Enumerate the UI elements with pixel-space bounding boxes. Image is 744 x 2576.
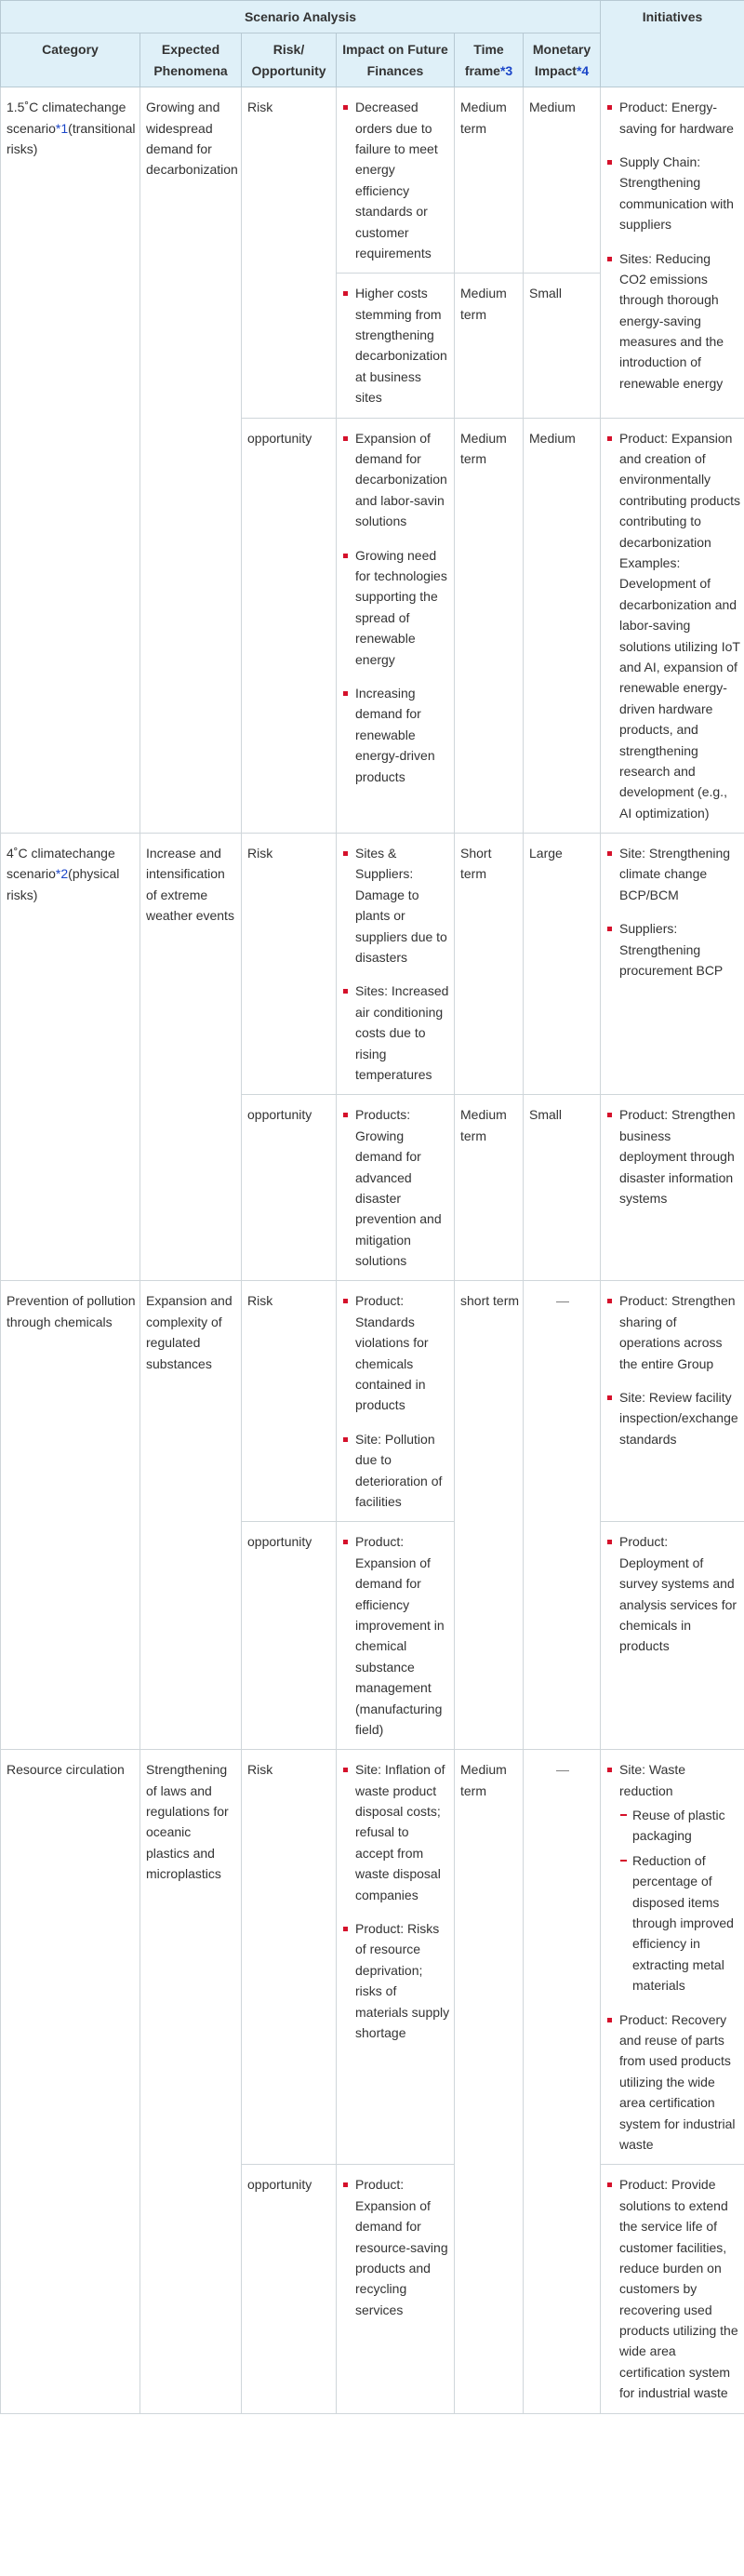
monetary-impact-cell: Small — [524, 1095, 601, 1281]
list-item: Growing need for technologies supporting the spread of renewable energy — [342, 545, 450, 670]
list-item: Sites: Reducing CO2 emissions through thorough energy-saving measures and the introduction of renewable energy — [606, 248, 740, 394]
initiatives-cell — [601, 2165, 744, 2413]
table-row — [1, 1281, 744, 1522]
list-item: Site: Review facility inspection/exchange standards — [606, 1387, 740, 1449]
list-item: Site: Inflation of waste product disposal costs; refusal to accept from waste disposal companies — [342, 1759, 450, 1905]
monetary-impact-cell: Large — [524, 834, 601, 1095]
category-cell: Resource circulation — [1, 1750, 140, 2413]
list-item: Sites & Suppliers: Damage to plants or suppliers due to disasters — [342, 843, 450, 968]
initiatives-cell — [601, 834, 744, 1095]
monetary-impact-cell: Medium — [524, 87, 601, 274]
initiatives-cell — [601, 1095, 744, 1281]
phenomena-cell: Expansion and complexity of regulated substances — [140, 1281, 242, 1750]
list-item — [606, 1759, 740, 1995]
list-item: Suppliers: Strengthening procurement BCP — [606, 918, 740, 981]
list-item: Products: Growing demand for advanced disaster prevention and mitigation solutions — [342, 1104, 450, 1271]
list-item: Product: Strengthen business deployment through disaster information systems — [606, 1104, 740, 1208]
category-text: (transitional risks) — [7, 120, 136, 156]
header-row-1 — [1, 1, 744, 33]
footnote-link[interactable]: *2 — [55, 866, 69, 882]
monetary-impact-label: Monetary Impact — [532, 42, 591, 78]
table-row — [1, 1750, 744, 2165]
impact-header: Impact on Future Finances — [337, 33, 455, 87]
impact-cell — [337, 834, 455, 1095]
list-item: Increasing demand for renewable energy-driven products — [342, 683, 450, 787]
list-item: Product: Deployment of survey systems and analysis services for chemicals in products — [606, 1531, 740, 1656]
time-frame-cell: Medium term — [455, 274, 524, 418]
expected-phenomena-header: Expected Phenomena — [140, 33, 242, 87]
monetary-impact-header — [524, 33, 601, 87]
time-frame-cell: Medium term — [455, 1095, 524, 1281]
monetary-impact-dash: — — [556, 1762, 569, 1778]
time-frame-cell: Medium term — [455, 87, 524, 274]
monetary-impact-cell: Medium — [524, 418, 601, 833]
time-frame-note-link[interactable]: *3 — [499, 62, 513, 78]
list-item: Product: Strengthen sharing of operations across the entire Group — [606, 1290, 740, 1374]
initiatives-cell — [601, 1281, 744, 1522]
impact-cell — [337, 1281, 455, 1522]
impact-cell — [337, 1750, 455, 2165]
list-item: Higher costs stemming from strengthening decarbonization at business sites — [342, 283, 450, 407]
opportunity-label: opportunity — [242, 2165, 337, 2413]
risk-label: Risk — [242, 1281, 337, 1522]
initiatives-cell — [601, 1522, 744, 1750]
risk-opportunity-header: Risk/ Opportunity — [242, 33, 337, 87]
initiatives-cell — [601, 87, 744, 418]
list-item: Product: Standards violations for chemicals contained in products — [342, 1290, 450, 1415]
list-item: Expansion of demand for decarbonization and labor-savin solutions — [342, 428, 450, 532]
phenomena-cell: Increase and intensification of extreme weather events — [140, 834, 242, 1281]
category-text: 4˚C climatechange scenario — [7, 846, 115, 882]
impact-cell — [337, 2165, 455, 2413]
list-item: Site: Strengthening climate change BCP/BCM — [606, 843, 740, 905]
monetary-impact-cell: Small — [524, 274, 601, 418]
list-item: Product: Expansion and creation of environmentally contributing products contributing to decarbonization Examples: Development of decarbonization and labor-saving solutions utilizing IoT and AI, expansion of renewable energy-driven hardware products, and strengthening research and development (e.g., AI optimization) — [606, 428, 740, 823]
sub-list-item: Reuse of plastic packaging — [619, 1805, 740, 1847]
impact-cell — [337, 1095, 455, 1281]
monetary-impact-cell — [524, 1281, 601, 1750]
category-text: (physical risks) — [7, 866, 120, 902]
category-text: 1.5˚C climatechange scenario — [7, 100, 126, 136]
initiatives-cell — [601, 1750, 744, 2165]
initiatives-header: Initiatives — [601, 1, 744, 87]
risk-label: Risk — [242, 87, 337, 418]
table-row — [1, 87, 744, 274]
list-item: Product: Recovery and reuse of parts from used products utilizing the wide area certification system for industrial waste — [606, 2009, 740, 2156]
time-frame-cell: short term — [455, 1281, 524, 1750]
footnote-link[interactable]: *1 — [55, 120, 69, 136]
phenomena-cell: Growing and widespread demand for decarbonization — [140, 87, 242, 834]
impact-cell — [337, 418, 455, 833]
risk-label: Risk — [242, 1750, 337, 2165]
risk-label: Risk — [242, 834, 337, 1095]
category-cell — [1, 87, 140, 834]
impact-cell — [337, 1522, 455, 1750]
initiative-text: Site: Waste reduction — [619, 1762, 686, 1798]
list-item: Product: Expansion of demand for efficiency improvement in chemical substance management (manufacturing field) — [342, 1531, 450, 1740]
category-cell — [1, 834, 140, 1281]
time-frame-cell: Short term — [455, 834, 524, 1095]
list-item: Sites: Increased air conditioning costs due to rising temperatures — [342, 981, 450, 1085]
category-header: Category — [1, 33, 140, 87]
list-item: Product: Risks of resource deprivation; risks of materials supply shortage — [342, 1918, 450, 2043]
sub-list-item: Reduction of percentage of disposed items through improved efficiency in extracting metal materials — [619, 1850, 740, 1996]
list-item: Product: Provide solutions to extend the service life of customer facilities, reduce burden on customers by recovering used products utilizing the wide area certification system for industrial waste — [606, 2174, 740, 2403]
list-item: Decreased orders due to failure to meet energy efficiency standards or customer requirements — [342, 97, 450, 263]
initiatives-cell — [601, 418, 744, 833]
phenomena-cell: Strengthening of laws and regulations for oceanic plastics and microplastics — [140, 1750, 242, 2413]
impact-cell — [337, 274, 455, 418]
monetary-impact-dash: — — [556, 1293, 569, 1309]
list-item: Supply Chain: Strengthening communication with suppliers — [606, 152, 740, 235]
opportunity-label: opportunity — [242, 1095, 337, 1281]
list-item: Product: Energy-saving for hardware — [606, 97, 740, 139]
impact-cell — [337, 87, 455, 274]
list-item: Product: Expansion of demand for resource-saving products and recycling services — [342, 2174, 450, 2320]
time-frame-cell: Medium term — [455, 1750, 524, 2413]
table-row — [1, 834, 744, 1095]
list-item: Site: Pollution due to deterioration of facilities — [342, 1429, 450, 1513]
opportunity-label: opportunity — [242, 418, 337, 833]
scenario-analysis-header: Scenario Analysis — [1, 1, 601, 33]
monetary-impact-note-link[interactable]: *4 — [576, 62, 590, 78]
time-frame-label: Time frame — [464, 42, 504, 78]
category-cell: Prevention of pollution through chemicals — [1, 1281, 140, 1750]
time-frame-header — [455, 33, 524, 87]
monetary-impact-cell — [524, 1750, 601, 2413]
time-frame-cell: Medium term — [455, 418, 524, 833]
opportunity-label: opportunity — [242, 1522, 337, 1750]
